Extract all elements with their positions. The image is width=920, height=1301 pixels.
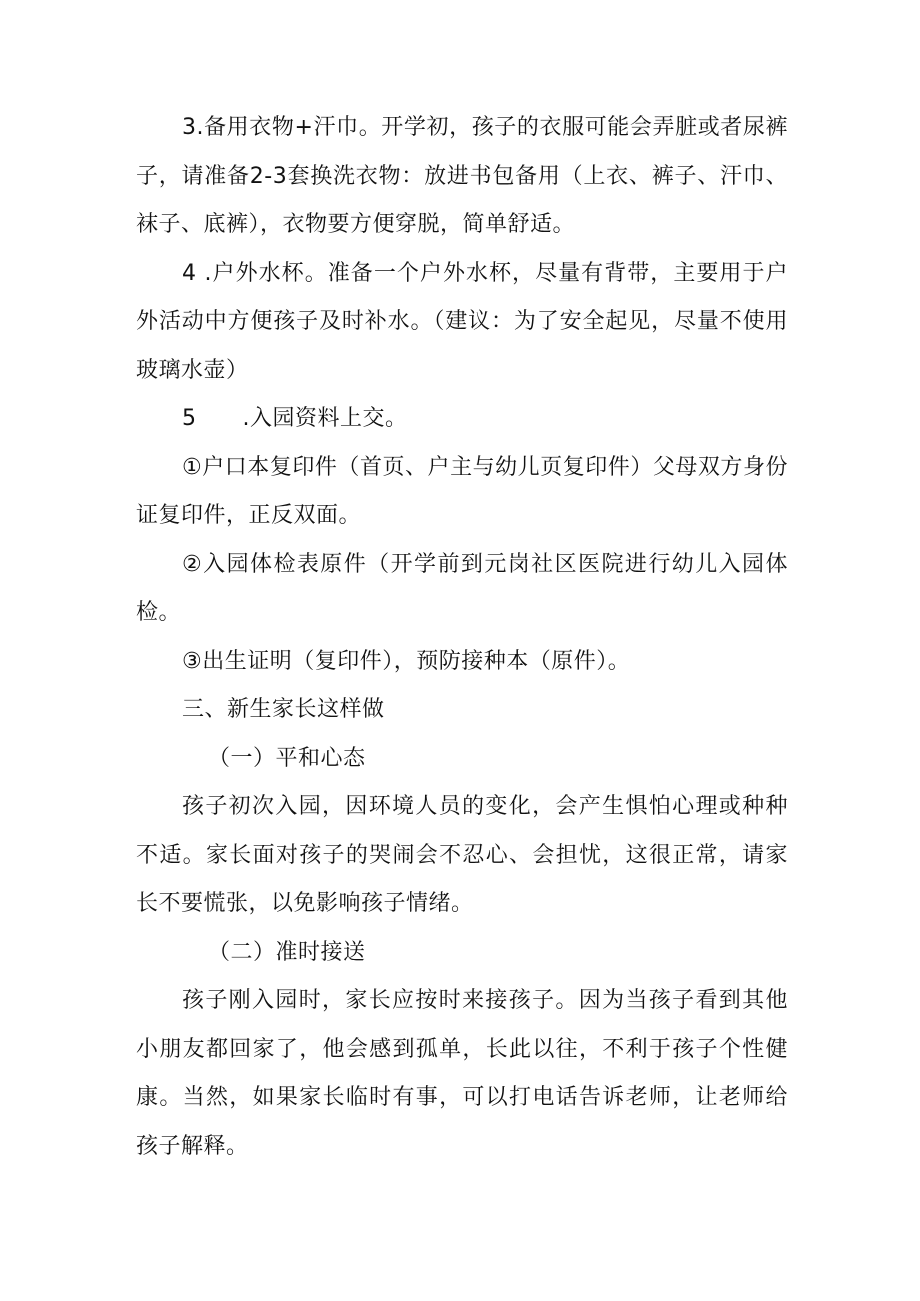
- document-body: [136, 104, 788, 1171]
- subsection-body-1: 孩子初次入园，因环境人员的变化，会产生惧怕心理或种种不适。家长面对孩子的哭闹会不忍心、会担忧，这很正常，请家长不要慌张，以免影响孩子情绪。: [136, 794, 788, 916]
- subsection-heading-1: （一）平和心态: [208, 745, 366, 771]
- subsection-body-2: 孩子刚入园时，家长应按时来接孩子。因为当孩子看到其他小朋友都回家了，他会感到孤单，长此以往，不利于孩子个性健康。当然，如果家长临时有事，可以打电话告诉老师，让老师给孩子解释。: [136, 988, 788, 1159]
- subsection-heading-2: （二）准时接送: [208, 939, 366, 965]
- section-heading-3: 三、新生家长这样做: [182, 697, 385, 722]
- paragraph-item-3: 3.备用衣物+汗巾。开学初，孩子的衣服可能会弄脏或者尿裤子，请准备2-3套换洗衣物：放进书包备用（上衣、裤子、汗巾、袜子、底裤），衣物要方便穿脱，简单舒适。: [136, 115, 788, 237]
- paragraph-sub-2: ②入园体检表原件（开学前到元岗社区医院进行幼儿入园体检。: [136, 551, 788, 625]
- paragraph-item-5: [136, 395, 788, 444]
- paragraph-item-4: 4 .户外水杯。准备一个户外水杯，尽量有背带，主要用于户外活动中方便孩子及时补水。（建议：为了安全起见，尽量不使用玻璃水壶）: [136, 260, 788, 383]
- item-5-number: 5: [182, 406, 197, 431]
- paragraph-sub-1: ①户口本复印件（首页、户主与幼儿页复印件）父母双方身份证复印件，正反双面。: [136, 454, 788, 528]
- paragraph-sub-3: ③出生证明（复印件），预防接种本（原件）。: [182, 648, 631, 674]
- item-5-text: .入园资料上交。: [242, 406, 408, 431]
